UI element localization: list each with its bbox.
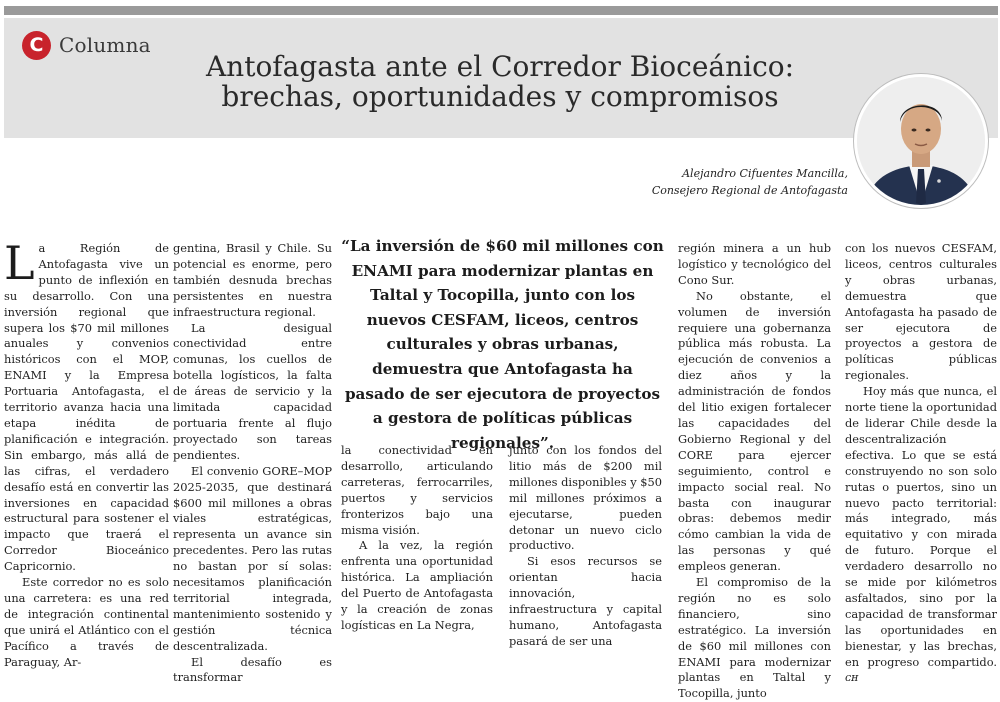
body-column-6 <box>845 241 997 686</box>
body-column-1 <box>4 236 169 670</box>
paragraph: A la vez, la región enfrenta una oportunidad histórica. La ampliación del Puerto de Antofagasta y la creación de zonas logísticas en La Negra, <box>341 538 493 632</box>
end-mark: ᴄʜ <box>845 671 859 685</box>
paragraph: No obstante, el volumen de inversión requiere una gobernanza pública más robusta. La ejecución de convenios a diez años y la administración de fondos del litio exigen fortalecer las capacidades del Gobierno Regional y del CORE para ejercer seguimiento, control e impacto social real. No basta con inaugurar obras: debemos medir cómo cambian la vida de las personas y qué empleos generan. <box>678 288 831 574</box>
body-column-2 <box>173 241 332 686</box>
section-label: Columna <box>59 33 151 57</box>
paragraph <box>845 384 997 686</box>
dropcap: L <box>4 236 35 290</box>
paragraph: Si esos recursos se orientan hacia innovación, infraestructura y capital humano, Antofagasta pasará de ser una <box>509 554 662 648</box>
body-column-3 <box>341 443 493 634</box>
paragraph: El compromiso de la región no es solo financiero, sino estratégico. La inversión de $60 mil millones con ENAMI para modernizar plantas en Taltal y Tocopilla, junto <box>678 575 831 701</box>
title-line-1: Antofagasta ante el Corredor Bioceánico: <box>205 50 795 83</box>
author-role: Consejero Regional de Antofagasta <box>651 184 848 197</box>
paragraph: región minera a un hub logístico y tecnológico del Cono Sur. <box>678 241 831 287</box>
top-rule <box>0 0 1000 18</box>
paragraph: Este corredor no es solo una carretera: es una red de integración continental que unirá el Atlántico con el Pacífico a través de Paraguay, Ar- <box>4 575 169 669</box>
author-name: Alejandro Cifuentes Mancilla, <box>682 167 848 180</box>
paragraph: La desigual conectividad entre comunas, los cuellos de botella logísticos, la falta de áreas de servicio y la limitada capacidad portuaria frente al flujo proyectado son tareas pendientes. <box>173 320 332 462</box>
body-column-5 <box>678 241 831 702</box>
top-stripe <box>4 6 998 15</box>
section-badge-icon: C <box>22 31 51 60</box>
paragraph: con los nuevos CESFAM, liceos, centros culturales y obras urbanas, demuestra que Antofagasta ha pasado de ser ejecutora de proyectos a gestora de políticas públicas regionales. <box>845 241 997 383</box>
paragraph: El convenio GORE–MOP 2025-2035, que destinará $600 mil millones a obras viales estratégicas, representa un avance sin precedentes. Pero las rutas no bastan por sí solas: necesitamos planificación territorial integrada, mantenimiento sostenido y gestión técnica descentralizada. <box>173 463 332 653</box>
author-photo <box>854 74 988 208</box>
paragraph <box>4 236 169 575</box>
article-title <box>180 52 820 112</box>
paragraph: la conectividad en desarrollo, articulando carreteras, ferrocarriles, puertos y servicios fronterizos bajo una misma visión. <box>341 443 493 537</box>
paragraph: junto con los fondos del litio más de $200 mil millones disponibles y $50 mil millones próximos a ejecutarse, pueden detonar un nuevo ciclo productivo. <box>509 443 662 553</box>
paragraph-text: Hoy más que nunca, el norte tiene la oportunidad de liderar Chile desde la descentralización efectiva. Lo que se está construyendo no son solo rutas o puertos, sino un nuevo pacto territorial: más integrado, más equitativo y con mirada de futuro. Porque el verdadero desarrollo no se mide por kilómetros asfaltados, sino por la capacidad de transformar las oportunidades en bienestar, y las brechas, en progreso compartido. <box>845 384 998 669</box>
title-line-2: brechas, oportunidades y compromisos <box>221 80 779 113</box>
author-portrait-icon <box>857 77 985 205</box>
pull-quote: “La inversión de $60 mil millones con ENAMI para modernizar plantas en Taltal y Tocopilla, junto con los nuevos CESFAM, liceos, centros culturales y obras urbanas, demuestra que Antofagasta ha pasado de ser ejecutora de proyectos a gestora de políticas públicas regionales”. <box>341 237 664 452</box>
paragraph-text: a Región de Antofagasta vive un punto de inflexión en su desarrollo. Con una inversión regional que supera los $70 mil millones anuales y convenios históricos con el MOP, ENAMI y la Empresa Portuaria Antofagasta, el territorio avanza hacia una etapa inédita de planificación e integración. Sin embargo, más allá de las cifras, el verdadero desafío está en convertir las inversiones en capacidad estructural para sostener el impacto que traerá el Corredor Bioceánico Capricornio. <box>4 241 169 574</box>
paragraph: gentina, Brasil y Chile. Su potencial es enorme, pero también desnuda brechas persistentes en nuestra infraestructura regional. <box>173 241 332 319</box>
paragraph: El desafío es transformar <box>173 654 332 685</box>
byline <box>560 165 848 199</box>
body-column-4 <box>509 443 662 650</box>
